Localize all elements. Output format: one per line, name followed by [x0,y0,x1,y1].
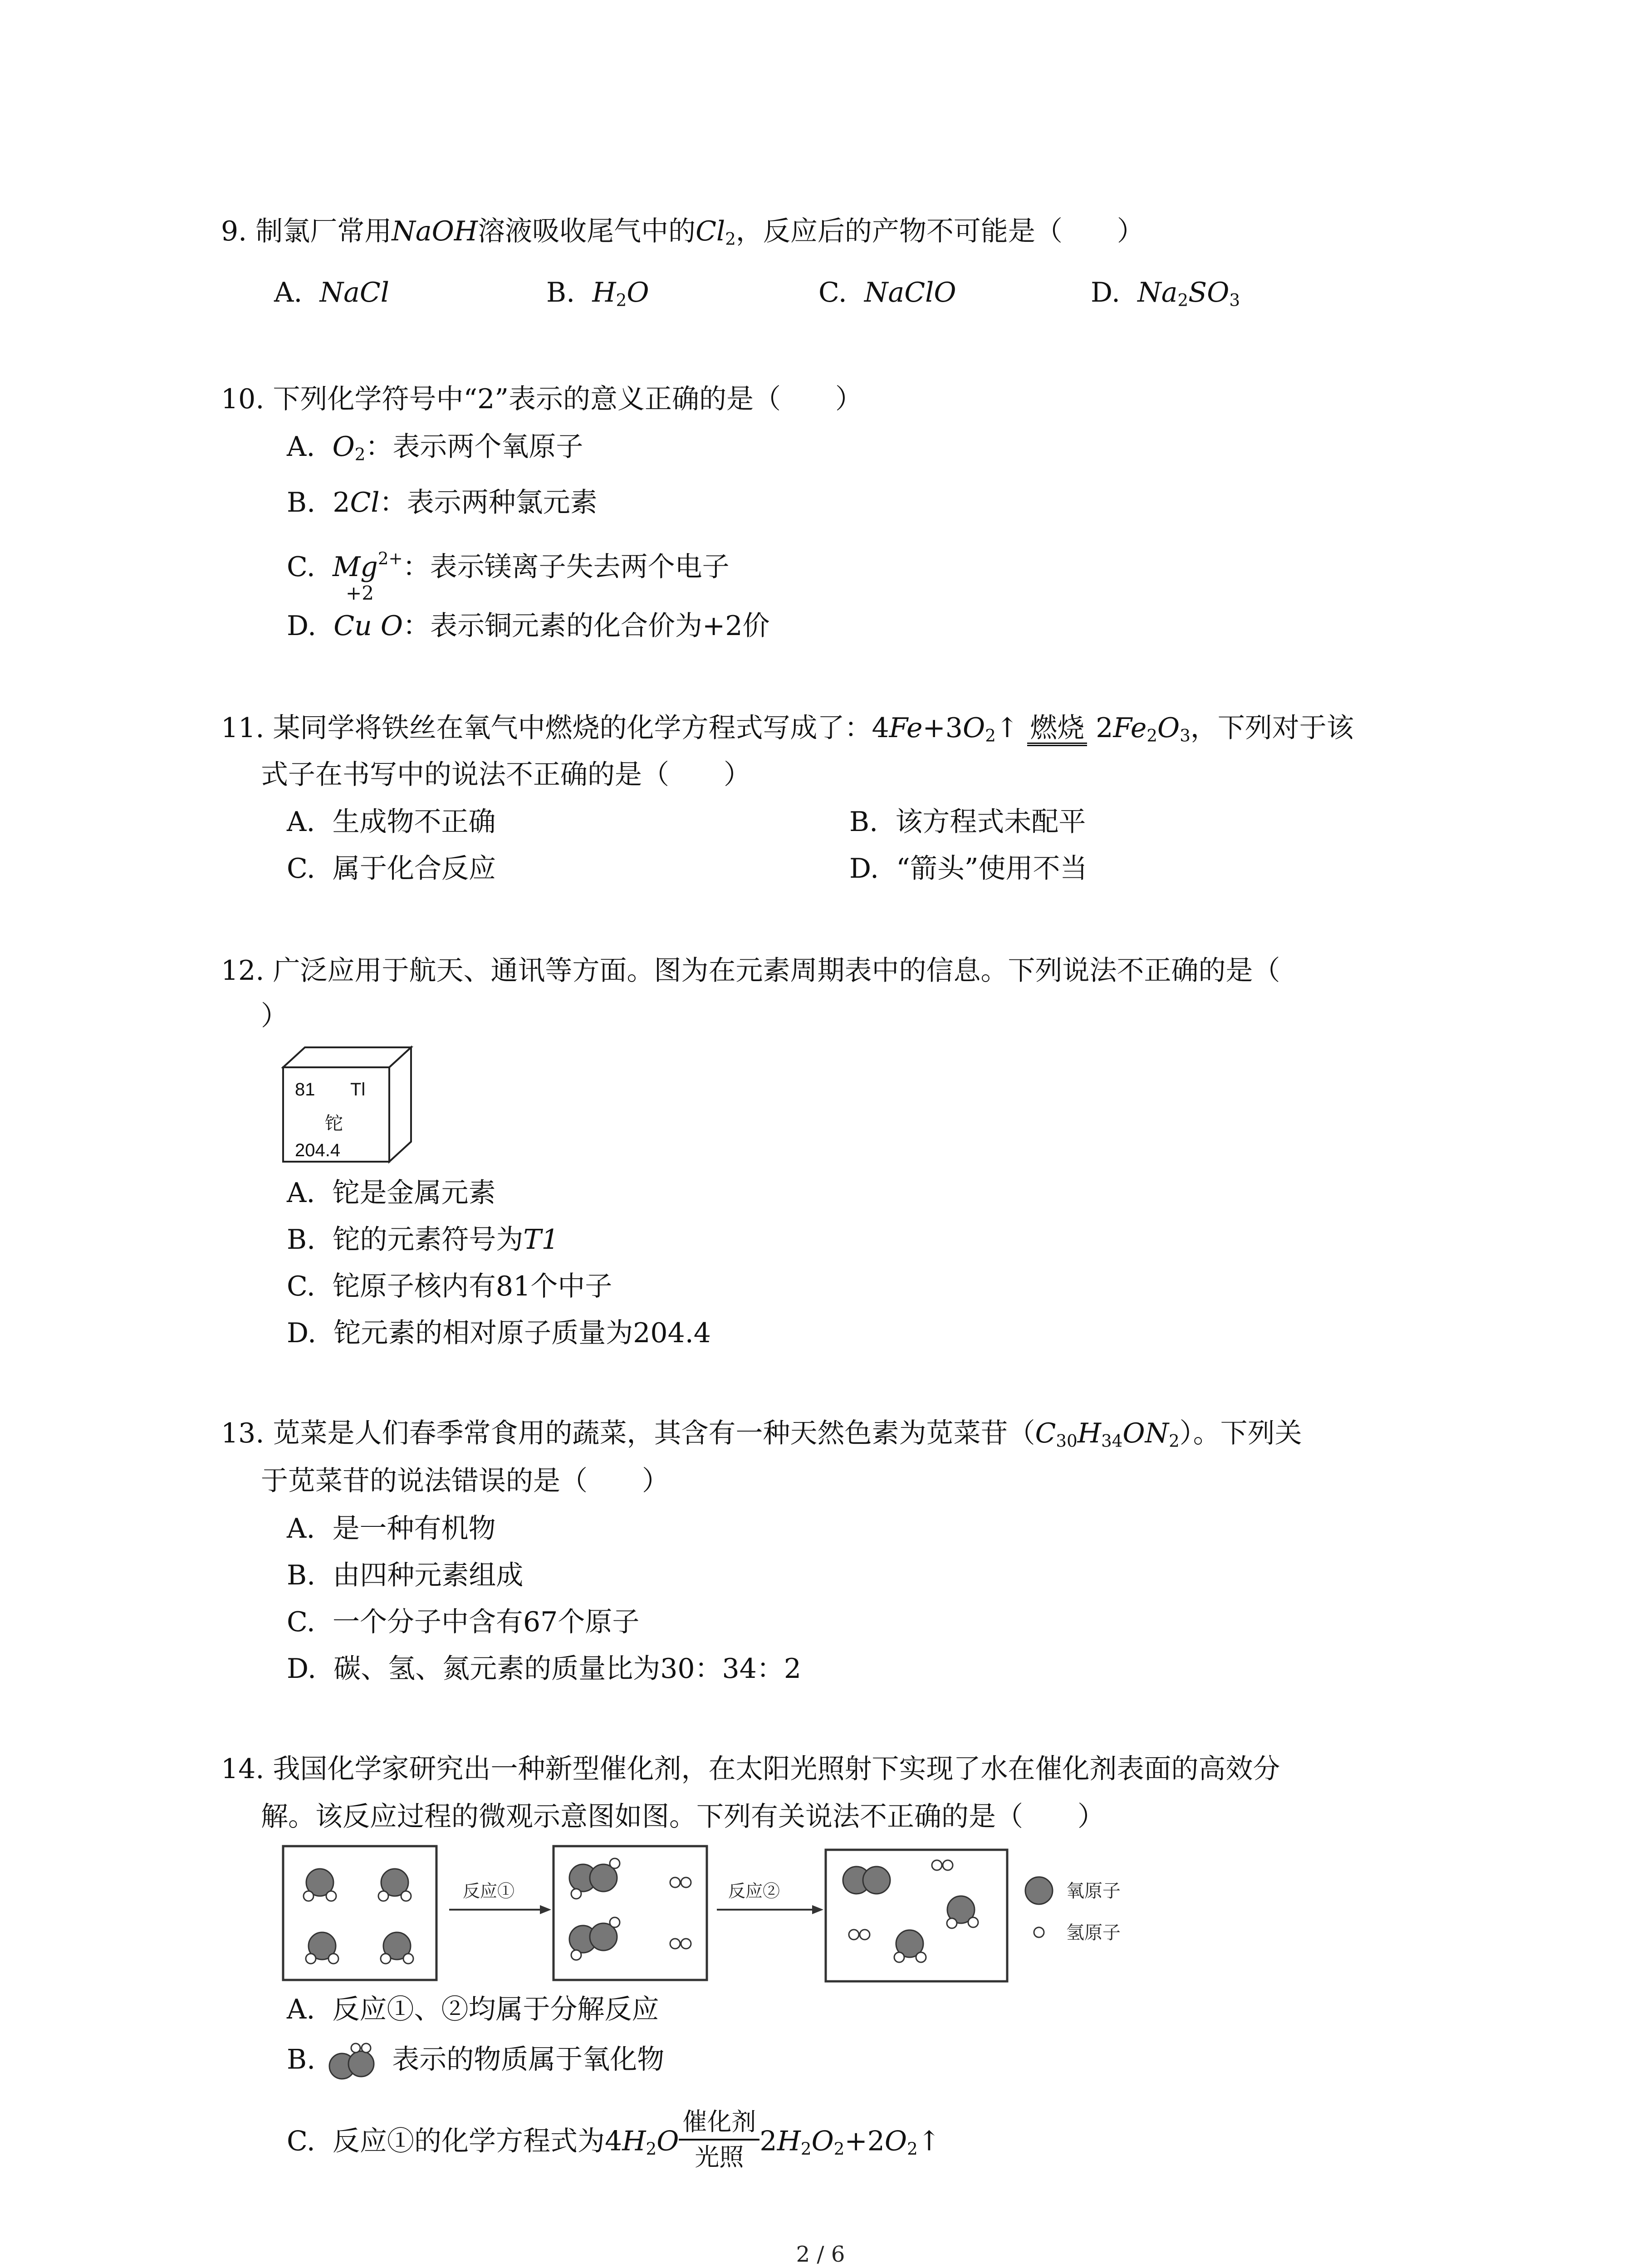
q13-formula-n-sub: 2 [1169,1431,1180,1451]
q10-option-d[interactable] [287,608,770,644]
q14-c-h: H [622,2125,646,2157]
option-text-mid: SO [1188,277,1230,308]
q9-naoh: NaOH [392,215,478,247]
q9-stem [221,213,1144,257]
q13-option-b[interactable] [287,1557,523,1593]
option-letter: C. [287,551,315,583]
option-letter: A. [287,1513,315,1545]
q11-prod-fe-sub: 2 [1146,725,1158,746]
option-letter: A. [287,431,315,463]
option-letter: D. [1091,277,1121,308]
q12-option-d[interactable] [287,1315,711,1351]
option-letter: A. [274,277,303,308]
option-text: ：表示两个氧原子 [365,431,583,463]
q11-stem-line1 [221,710,1354,753]
option-letter: B. [287,1559,316,1591]
oxygen-molecule [843,1867,890,1894]
q10-d-symbol: Cu [333,610,372,642]
q10-d-symbol2: O [380,610,403,642]
q14-c-h-sub: 2 [646,2138,657,2159]
q13-stem-line2: 于苋菜苷的说法错误的是（ ） [261,1465,669,1497]
option-text: 碳、氢、氮元素的质量比为30：34：2 [333,1653,802,1685]
option-text: Na [1137,277,1178,308]
q11-stem-text: 11. 某同学将铁丝在氧气中燃烧的化学方程式写成了：4 [221,712,889,744]
q10-b-coef: 2 [333,487,350,518]
option-text: 铊是金属元素 [332,1177,496,1209]
option-math: T1 [523,1224,559,1256]
q11-option-d[interactable] [849,850,1087,887]
q14-c-o: O [656,2125,679,2157]
cell-atomic-number: 81 [295,1080,315,1100]
option-letter: D. [287,1653,317,1685]
option-text: 铊元素的相对原子质量为204.4 [333,1317,711,1349]
option-text: NaClO [864,277,956,308]
condition-catalyst: 催化剂 [679,2108,759,2141]
q10-d-valence: +2 [346,582,374,604]
option-letter: C. [287,2125,315,2157]
q14-c-p1-h-sub: 2 [800,2138,812,2159]
q9-option-a[interactable] [274,274,389,311]
q11-prod-fe: Fe [1113,712,1147,744]
option-text: 铊的元素符号为 [333,1224,524,1256]
option-letter: A. [287,806,315,838]
option-sub2: 3 [1229,290,1240,310]
q10-c-symbol: Mg [333,551,378,583]
q12-option-a[interactable] [287,1175,496,1211]
q11-prod-o-sub: 3 [1180,725,1190,746]
option-letter: C. [287,853,315,885]
option-letter: D. [287,1317,317,1349]
arrow1-head-icon [540,1905,551,1914]
q10-b-symbol: Cl [350,487,380,518]
q11-stem-line2: 式子在书写中的说法不正确的是（ ） [261,759,751,791]
option-text: 一个分子中含有67个原子 [333,1606,640,1638]
q13-stem-text: 13. 苋菜是人们春季常食用的蔬菜，其含有一种天然色素为苋菜苷（ [221,1418,1035,1449]
arrow2-head-icon [812,1905,823,1914]
q10-a-symbol: O [332,431,355,463]
q9-cl-sub: 2 [725,229,736,249]
q12-stem-line1: 12. 广泛应用于航天、通讯等方面。图为在元素周期表中的信息。下列说法不正确的是（ [221,955,1280,987]
option-letter: B. [849,806,878,838]
option-letter: B. [546,277,575,308]
q10-option-b[interactable] [287,484,598,521]
option-letter: B. [287,487,316,518]
reaction-condition [679,2108,759,2171]
q14-option-a[interactable] [287,1991,659,2028]
option-letter: A. [287,1994,315,2025]
q9-stem-text: 9. 制氯厂常用 [221,215,392,247]
q14-c-p1-o-sub: 2 [833,2138,845,2159]
option-letter: B. [287,2043,316,2076]
option-text: “箭头”使用不当 [896,853,1087,885]
q14-c-p1-h: H [777,2125,801,2157]
q13-formula-h-sub: 34 [1101,1431,1123,1451]
option-text: 属于化合反应 [333,853,496,885]
option-letter: A. [287,1177,315,1209]
legend-hydrogen-label: 氢原子 [1066,1923,1121,1943]
q11-o2: O [962,712,985,744]
q13-option-c[interactable] [287,1604,639,1640]
q14-option-b[interactable] [287,2041,664,2082]
q13-formula-on: ON [1122,1418,1169,1449]
option-letter: D. [287,610,317,642]
oxygen-molecule-icon [324,2041,392,2082]
q11-fe: Fe [889,712,923,744]
option-text: 生成物不正确 [332,806,496,838]
q11-stem-post: ，下列对于该 [1190,712,1354,744]
arrow1-label: 反应① [463,1882,515,1901]
hydrogen-atom-icon [1034,1927,1044,1937]
periodic-table-cell [281,1046,417,1164]
q14-c-p2-o: O [884,2125,907,2157]
reaction-diagram [281,1842,1388,1987]
option-sub: 2 [616,290,627,310]
q13-formula-c: C [1035,1418,1056,1449]
q14-c-p1-o: O [811,2125,834,2157]
q12-stem-line2: ） [261,1000,288,1032]
q12-option-b[interactable] [287,1222,559,1258]
legend-oxygen-label: 氧原子 [1066,1881,1121,1901]
q14-c-p1-coef: 2 [759,2125,777,2157]
arrow2-label: 反应② [728,1882,780,1901]
option-text: ：表示镁离子失去两个电子 [402,551,730,583]
q9-option-b[interactable] [546,274,649,318]
q14-c-p2-coef: +2 [844,2125,885,2157]
q11-option-b[interactable] [849,804,1086,840]
option-letter: C. [287,1606,315,1638]
option-text: 铊原子核内有81个中子 [333,1271,612,1302]
option-letter: C. [287,1271,315,1302]
q10-a-sub: 2 [354,444,366,464]
cell-name: 铊 [325,1114,343,1134]
q13-option-d[interactable] [287,1651,801,1687]
q11-o2-sub: 2 [985,725,996,746]
q14-stem-line1: 14. 我国化学家研究出一种新型催化剂，在太阳光照射下实现了水在催化剂表面的高效分 [221,1753,1280,1785]
q9-option-c[interactable] [818,274,956,311]
q9-stem-post: ，反应后的产物不可能是（ ） [735,215,1144,247]
option-letter: B. [287,1224,316,1256]
option-text: 由四种元素组成 [333,1559,524,1591]
q13-option-a[interactable] [287,1510,496,1547]
option-text: 该方程式未配平 [895,806,1086,838]
q10-option-c[interactable] [287,540,730,585]
q11-option-c[interactable] [287,850,496,887]
q13-stem-post: ）。下列关 [1179,1418,1302,1449]
q14-c-p2-o-sub: 2 [907,2138,918,2159]
oxygen-atom-icon [1025,1877,1053,1904]
q10-stem: 10. 下列化学符号中“2”表示的意义正确的是（ ） [221,383,863,415]
option-text: 反应①、②均属于分解反应 [332,1994,659,2025]
q13-stem-line1 [221,1415,1302,1459]
option-text: NaCl [319,277,389,308]
condition-light: 光照 [695,2143,744,2171]
cell-mass: 204.4 [295,1140,341,1160]
cell-symbol: Tl [350,1080,366,1100]
option-text: ：表示两种氯元素 [379,487,598,518]
option-text: 反应①的化学方程式为4 [333,2125,622,2157]
q11-prod-coef: 2 [1096,712,1113,744]
option-sub: 2 [1177,290,1189,310]
q9-stem-mid: 溶液吸收尾气中的 [478,215,696,247]
up-arrow-icon: ↑ [917,2125,941,2157]
page-number: 2 / 6 [796,2242,845,2267]
up-arrow-icon: ↑ [995,712,1019,744]
q11-plus3: +3 [922,712,963,744]
q11-option-a[interactable] [287,804,496,840]
option-text-post: O [627,277,649,308]
q11-prod-o: O [1157,712,1180,744]
q9-option-d[interactable] [1091,274,1240,318]
option-text: H [592,277,616,308]
q9-cl: Cl [696,215,725,247]
q13-formula-c-sub: 30 [1056,1431,1078,1451]
q11-condition: 燃烧 [1027,714,1087,746]
q14-option-c[interactable] [287,2107,941,2175]
option-letter: C. [818,277,847,308]
option-text: 是一种有机物 [332,1513,496,1545]
q10-option-a[interactable] [287,429,583,472]
q10-c-sup: 2+ [377,548,403,568]
q13-formula-h: H [1077,1418,1102,1449]
q12-option-c[interactable] [287,1268,612,1305]
option-text: 表示的物质属于氧化物 [392,2043,665,2076]
option-text: ：表示铜元素的化合价为+2价 [403,610,770,642]
q14-stem-line2: 解。该反应过程的微观示意图如图。下列有关说法不正确的是（ ） [261,1801,1105,1833]
option-letter: D. [849,853,879,885]
